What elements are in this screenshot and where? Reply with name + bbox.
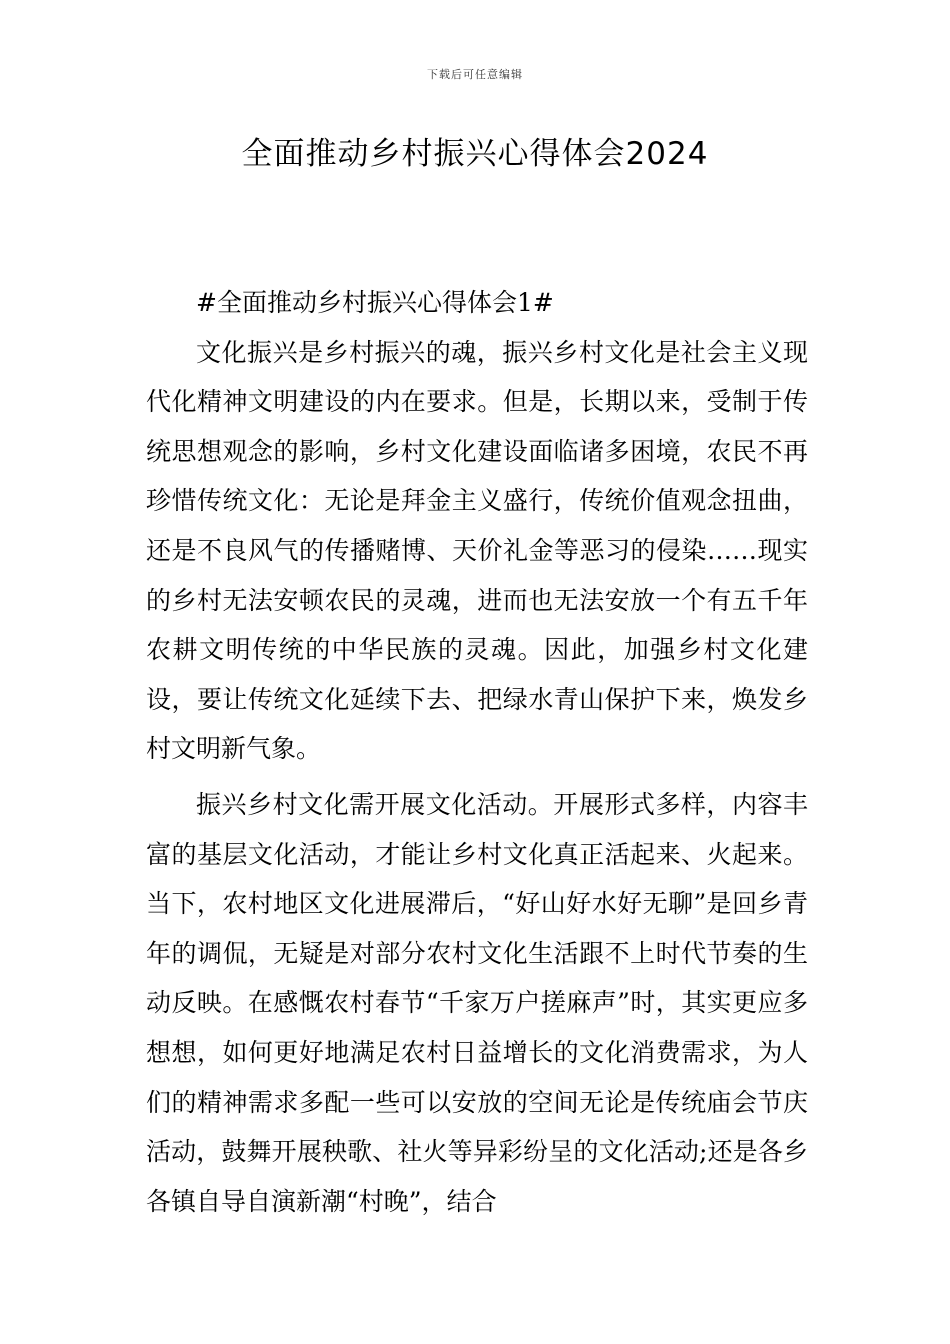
paragraph-1: 文化振兴是乡村振兴的魂，振兴乡村文化是社会主义现代化精神文明建设的内在要求。但是，长期以来，受制于传统思想观念的影响，乡村文化建设面临诸多困境，农民不再珍惜传统文化：无论是拜金主义盛行，传统价值观念扭曲，还是不良风气的传播赌博、天价礼金等恶习的侵染……现实的乡村无法安顿农民的灵魂，进而也无法安放一个有五千年农耕文明传统的中华民族的灵魂。因此，加强乡村文化建设，要让传统文化延续下去、把绿水青山保护下来，焕发乡村文明新气象。 xyxy=(146,337,808,764)
document-title: 全面推动乡村振兴心得体会2024 xyxy=(241,136,709,172)
header-note: 下载后可任意编辑 xyxy=(427,68,523,81)
paragraph-2: 振兴乡村文化需开展文化活动。开展形式多样，内容丰富的基层文化活动，才能让乡村文化真正活起来、火起来。当下，农村地区文化进展滞后，“好山好水好无聊”是回乡青年的调侃，无疑是对部分农村文化生活跟不上时代节奏的生动反映。在感慨农村春节“千家万户搓麻声”时，其实更应多想想，如何更好地满足农村日益增长的文化消费需求，为人们的精神需求多配一些可以安放的空间无论是传统庙会节庆活动，鼓舞开展秧歌、社火等异彩纷呈的文化活动;还是各乡各镇自导自演新潮“村晚”，结合 xyxy=(146,789,808,1216)
document-body xyxy=(146,278,808,1232)
section-heading: #全面推动乡村振兴心得体会1# xyxy=(196,288,554,317)
